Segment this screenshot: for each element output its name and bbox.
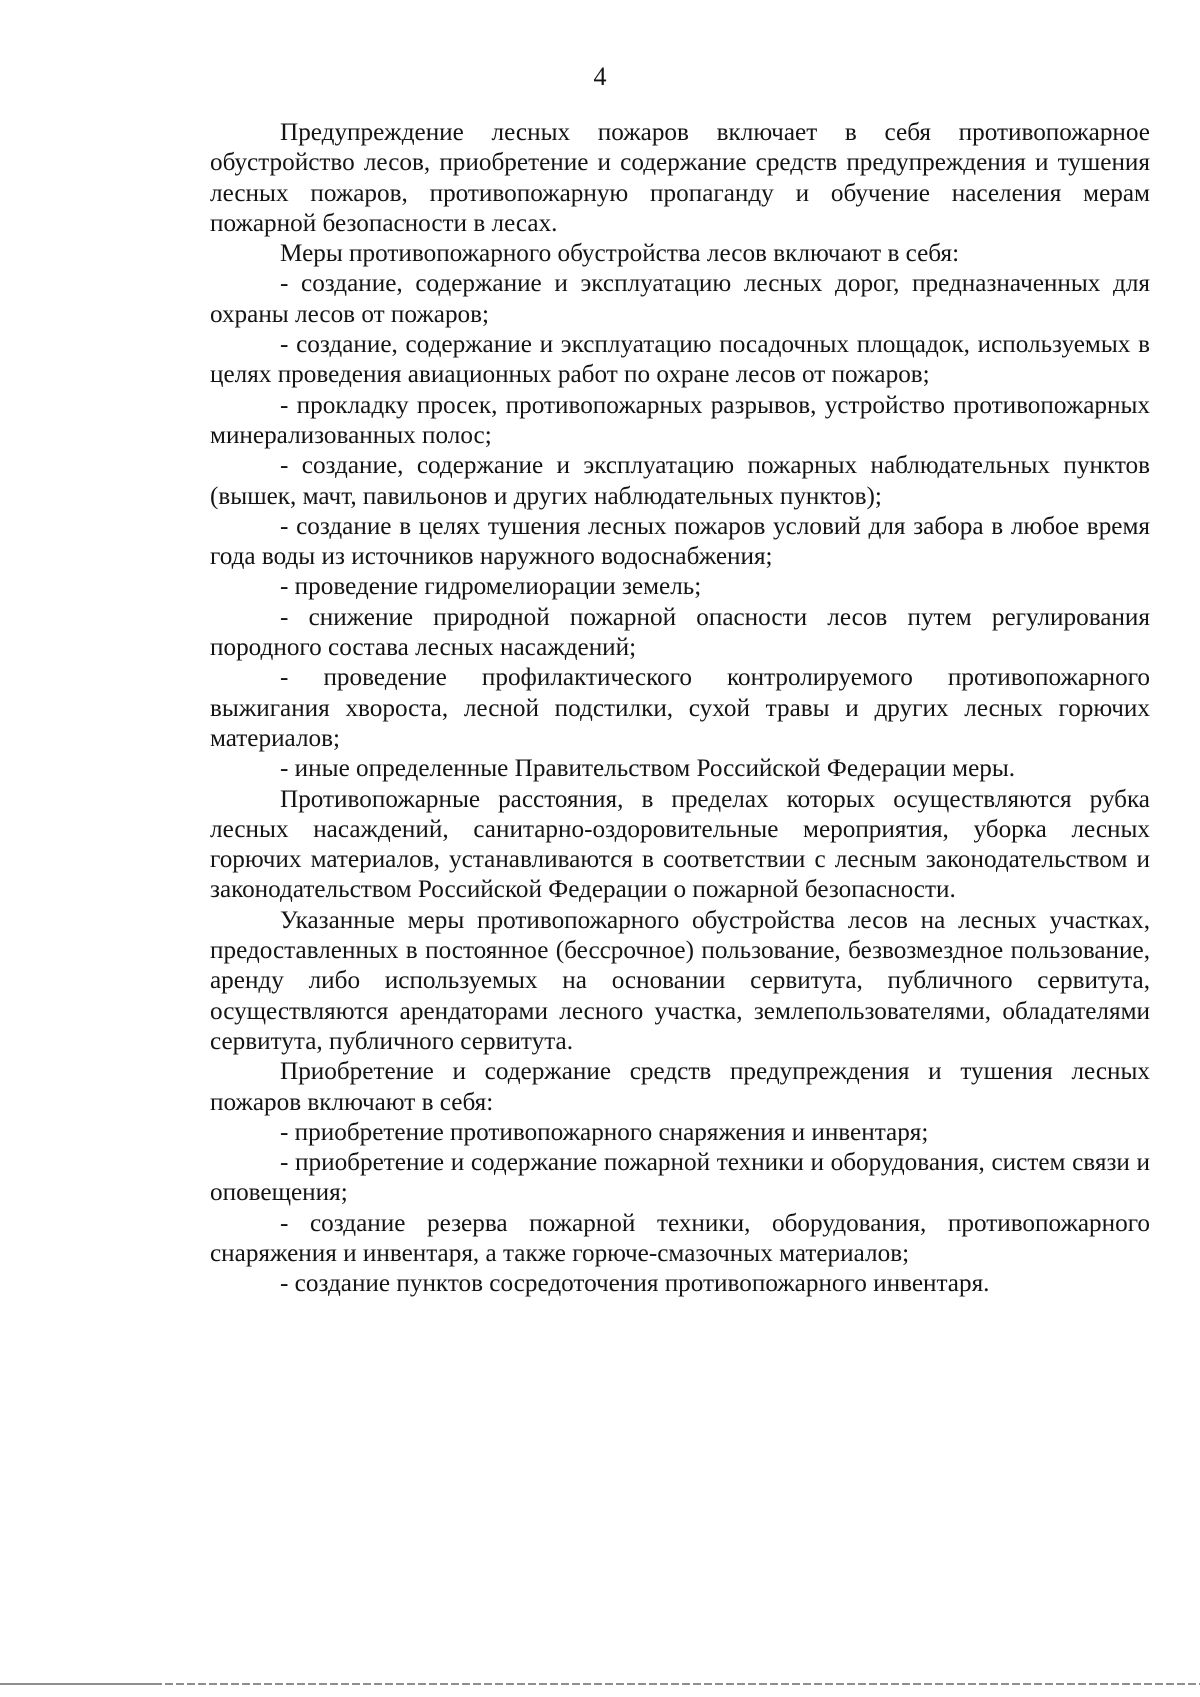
- scan-artifact-line: [0, 1683, 1200, 1685]
- paragraph-measures-heading: Меры противопожарного обустройства лесов включают в себя:: [280, 240, 960, 268]
- paragraph-fire-distances: Противопожарные расстояния, в пределах которых осуществляются рубка лесных насаждений, санитарно-оздоровительные мероприятия, уборка лесных горючих материалов, устанавливаются в соответствии с лесным законодательством и законодательством Российской Федерации о пожарной безопасности.: [210, 785, 1150, 904]
- paragraph-responsible-parties: Указанные меры противопожарного обустройства лесов на лесных участках, предоставленных в постоянное (бессрочное) пользование, безвозмездное пользование, аренду либо используемых на основании сервитута, публичного сервитута, осуществляются арендаторами лесного участка, землепользователями, обладателями сервитута, публичного сервитута.: [210, 906, 1150, 1055]
- list-item-hydromelioration: - проведение гидромелиорации земель;: [280, 573, 702, 601]
- list-item-concentration-points: - создание пунктов сосредоточения противопожарного инвентаря.: [280, 1270, 990, 1298]
- list-item-gear-purchase: - приобретение противопожарного снаряжения и инвентаря;: [280, 1118, 929, 1146]
- list-item-landing-sites: - создание, содержание и эксплуатацию посадочных площадок, используемых в целях проведения авиационных работ по охране лесов от пожаров;: [210, 331, 1150, 389]
- paragraph-equipment-heading: Приобретение и содержание средств предупреждения и тушения лесных пожаров включают в себя:: [210, 1058, 1150, 1116]
- list-item-controlled-burning: - проведение профилактического контролируемого противопожарного выжигания хвороста, лесной подстилки, сухой травы и других лесных горючих материалов;: [210, 664, 1150, 752]
- list-item-observation-points: - создание, содержание и эксплуатацию пожарных наблюдательных пунктов (вышек, мачт, павильонов и других наблюдательных пунктов);: [210, 452, 1150, 510]
- list-item-fire-hazard-reduction: - снижение природной пожарной опасности лесов путем регулирования породного состава лесных насаждений;: [210, 603, 1150, 662]
- document-body: [210, 118, 1150, 1300]
- list-item-clearings: - прокладку просек, противопожарных разрывов, устройство противопожарных минерализованных полос;: [210, 391, 1150, 449]
- page-number: 4: [593, 62, 607, 91]
- list-item-reserve: - создание резерва пожарной техники, оборудования, противопожарного снаряжения и инвентаря, а также горюче-смазочных материалов;: [210, 1209, 1150, 1267]
- list-item-forest-roads: - создание, содержание и эксплуатацию лесных дорог, предназначенных для охраны лесов от пожаров;: [210, 270, 1150, 328]
- list-item-fire-machinery: - приобретение и содержание пожарной техники и оборудования, систем связи и оповещения;: [210, 1149, 1150, 1207]
- list-item-other-measures: - иные определенные Правительством Российской Федерации меры.: [280, 755, 1016, 783]
- list-item-water-supply: - создание в целях тушения лесных пожаров условий для забора в любое время года воды из источников наружного водоснабжения;: [210, 512, 1150, 571]
- paragraph-prevention-intro: Предупреждение лесных пожаров включает в себя противопожарное обустройство лесов, приобретение и содержание средств предупреждения и тушения лесных пожаров, противопожарную пропаганду и обучение населения мерам пожарной безопасности в лесах.: [210, 119, 1150, 237]
